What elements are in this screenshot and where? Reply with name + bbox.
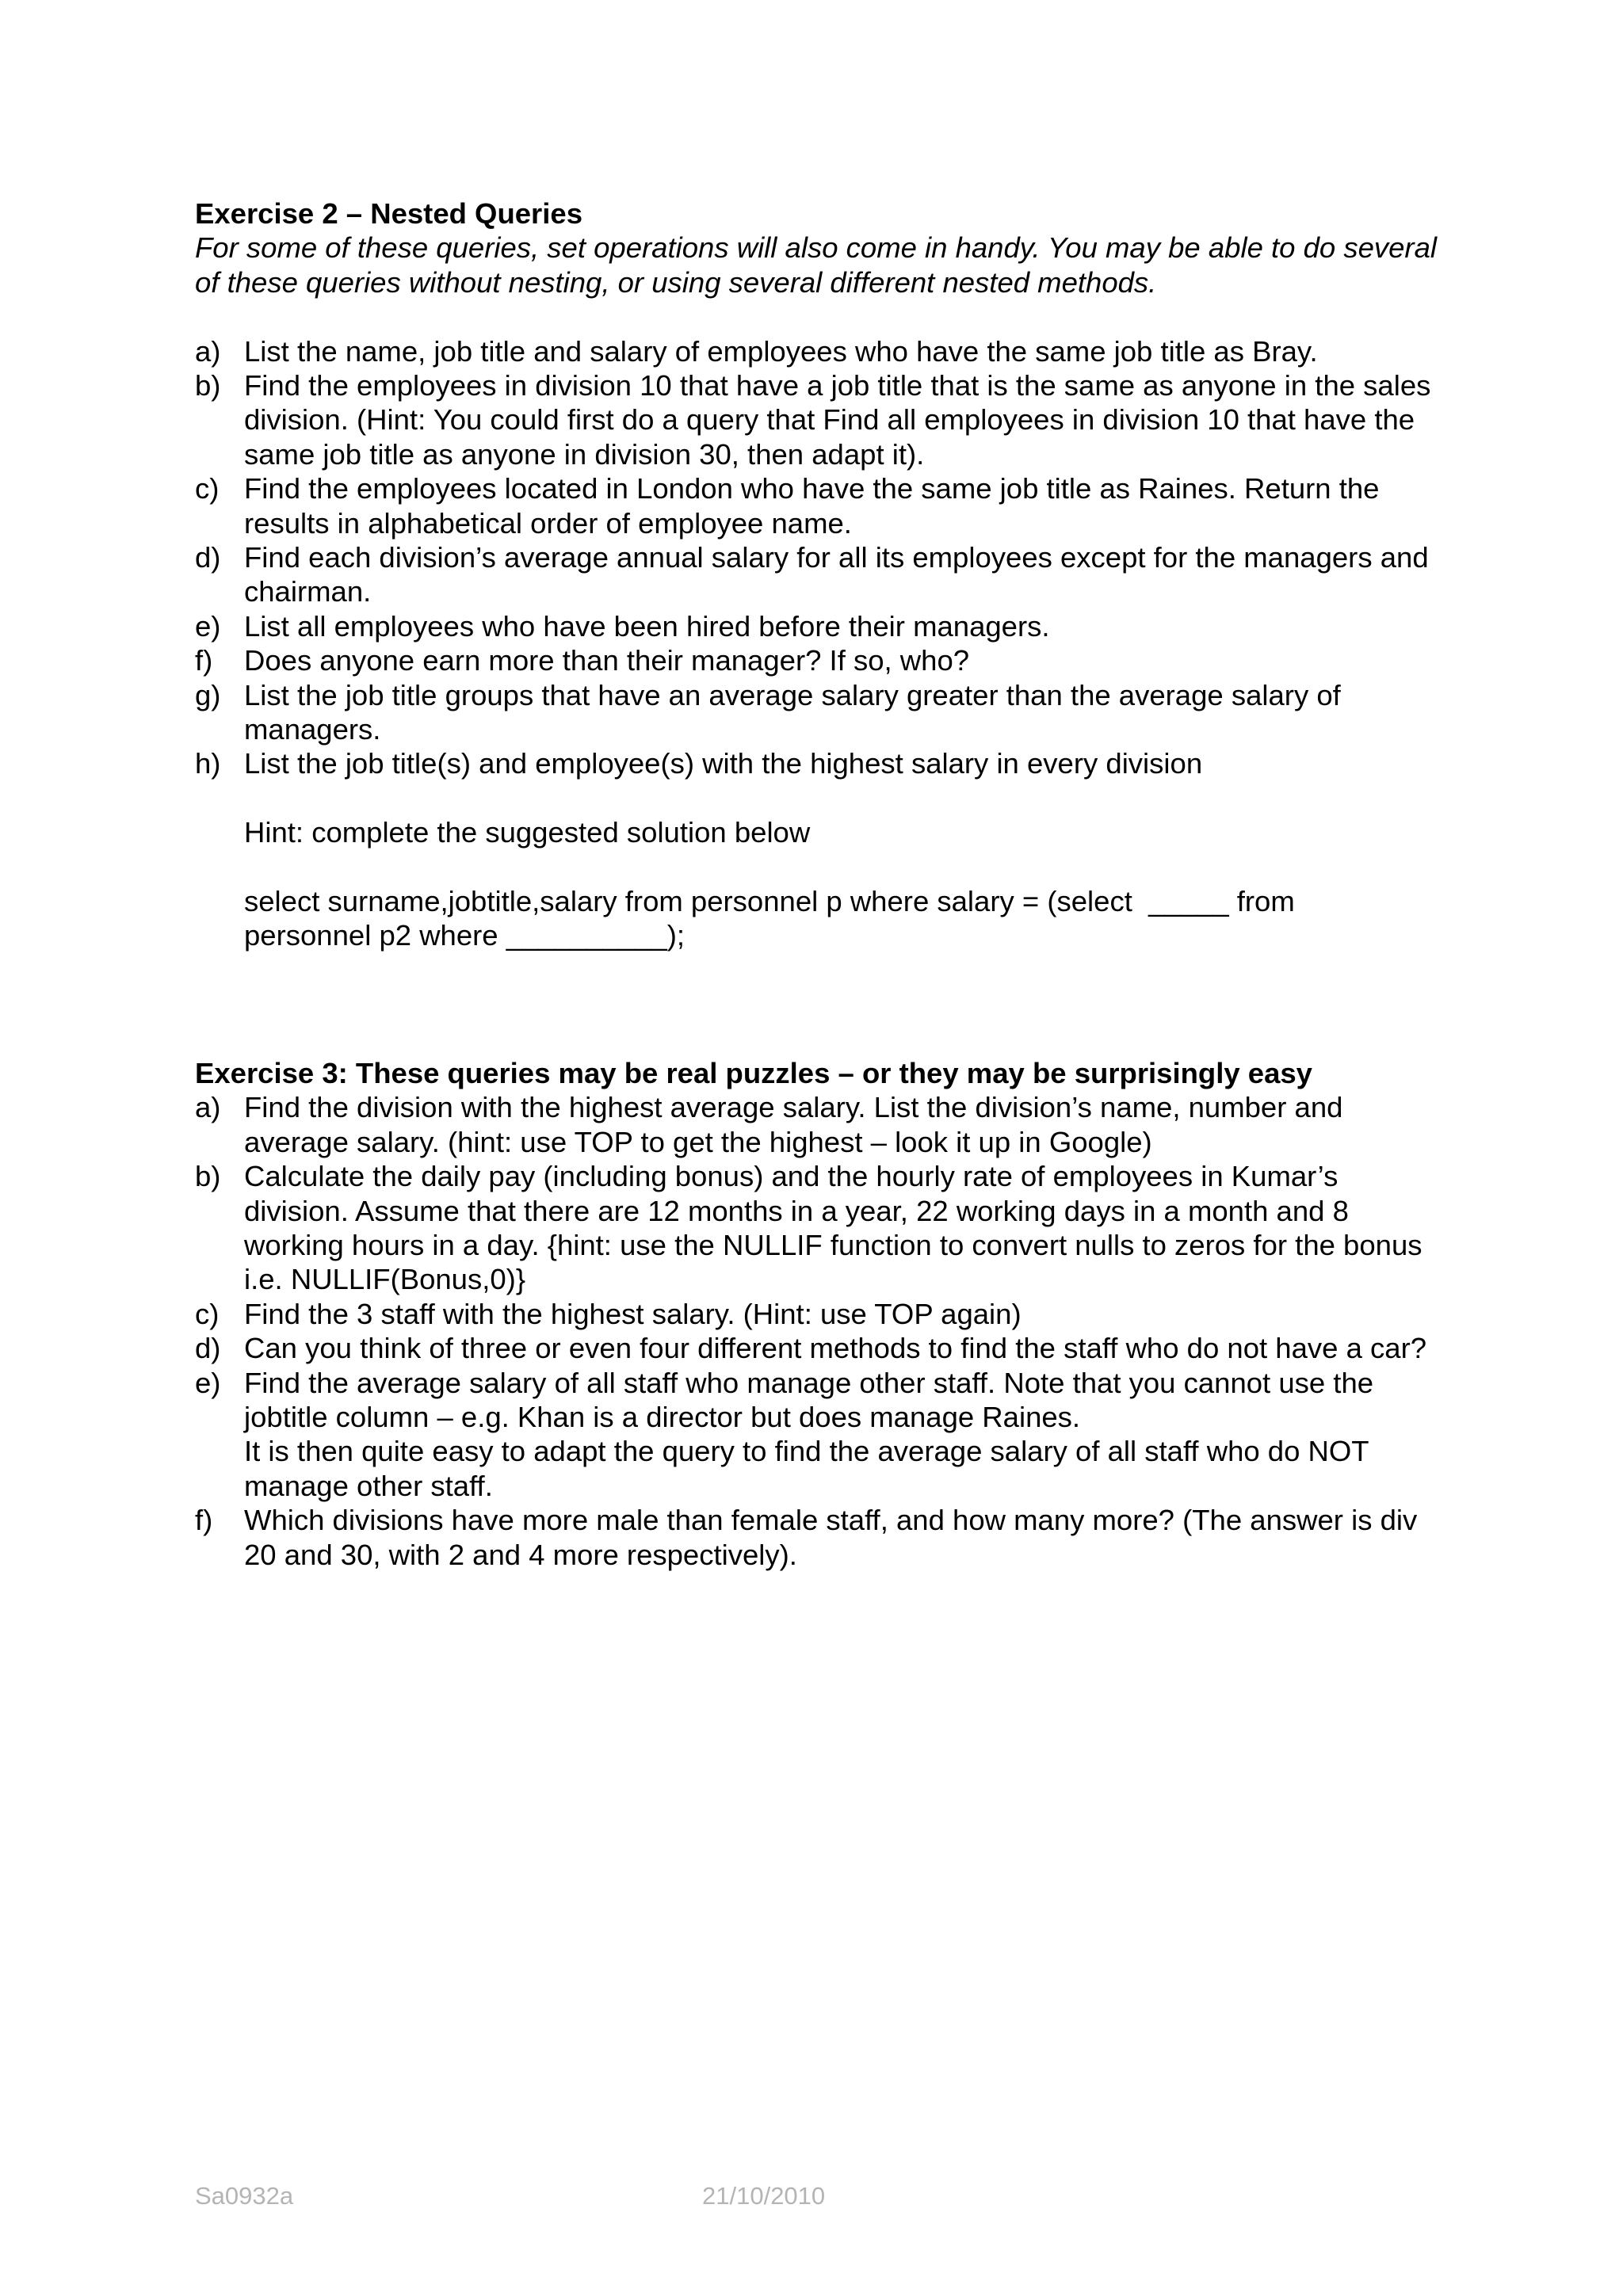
list-item: [195, 1503, 1447, 1572]
list-item: [195, 334, 1447, 368]
list-item: [195, 1366, 1447, 1504]
footer-date: 21/10/2010: [702, 2182, 826, 2210]
item-text: List the job title(s) and employee(s) with the highest salary in every division: [244, 747, 1203, 780]
list-item: [195, 540, 1447, 609]
item-text: Find the employees located in London who have the same job title as Raines. Return the results in alphabetical order of employee name.: [244, 472, 1380, 540]
list-item: [195, 1159, 1447, 1297]
item-label: d): [195, 1332, 221, 1365]
item-text: List the job title groups that have an average salary greater than the average salary of managers.: [244, 678, 1341, 746]
list-item: [195, 471, 1447, 540]
item-text: Can you think of three or even four different methods to find the staff who do not have a car?: [244, 1332, 1427, 1365]
hint-text: Hint: complete the suggested solution below: [244, 816, 811, 849]
item-text-continued: It is then quite easy to adapt the query to find the average salary of all staff who do NOT manage other staff.: [244, 1435, 1369, 1502]
item-text: Calculate the daily pay (including bonus) and the hourly rate of employees in Kumar’s division. Assume that there are 12 months in a year, 22 working days in a month and 8 working hours in a day. {hint: use the NULLIF function to convert nulls to zeros for the bonus i.e. NULLIF(Bonus,0)}: [244, 1160, 1423, 1296]
item-text: Find each division’s average annual salary for all its employees except for the managers and chairman.: [244, 541, 1429, 608]
item-label: b): [195, 1160, 221, 1193]
document-body: [195, 196, 1447, 1572]
item-label: c): [195, 1297, 220, 1330]
list-item: [195, 643, 1447, 677]
sql-line-1: select surname,jobtitle,salary from personnel p where salary = (select _____ from: [244, 885, 1295, 918]
item-label: h): [195, 747, 221, 780]
sql-line-2: personnel p2 where __________);: [244, 919, 685, 952]
item-text: Find the 3 staff with the highest salary. (Hint: use TOP again): [244, 1297, 1022, 1330]
item-text: List all employees who have been hired before their managers.: [244, 609, 1050, 643]
exercise-2-intro: For some of these queries, set operations will also come in handy. You may be able to do several of these queries without nesting, or using several different nested methods.: [195, 231, 1437, 299]
item-text: List the name, job title and salary of employees who have the same job title as Bray.: [244, 334, 1318, 368]
exercise-2-list: [195, 334, 1447, 781]
list-item: [195, 678, 1447, 747]
footer-doc-code: Sa0932a: [195, 2182, 294, 2210]
item-text: Find the average salary of all staff who manage other staff. Note that you cannot use the jobtitle column – e.g. Khan is a director but does manage Raines.: [244, 1366, 1374, 1433]
exercise-3-heading: Exercise 3: These queries may be real puzzles – or they may be surprisingly easy: [195, 1056, 1312, 1089]
item-label: f): [195, 644, 213, 677]
item-label: e): [195, 1366, 221, 1399]
item-text: Find the division with the highest average salary. List the division’s name, number and average salary. (hint: use TOP to get the highest – look it up in Google): [244, 1091, 1343, 1158]
item-label: f): [195, 1504, 213, 1537]
list-item: [195, 368, 1447, 471]
item-text: Find the employees in division 10 that have a job title that is the same as anyone in the sales division. (Hint: You could first do a query that Find all employees in division 10 that have the same job title as anyone in division 30, then adapt it).: [244, 369, 1431, 471]
spacer: [195, 850, 1447, 884]
list-item: [195, 1331, 1447, 1365]
item-label: g): [195, 678, 221, 711]
spacer: [195, 781, 1447, 815]
list-item: [195, 609, 1447, 643]
item-label: c): [195, 472, 220, 505]
item-label: a): [195, 1091, 221, 1124]
list-item: [195, 746, 1447, 780]
item-text: Which divisions have more male than female staff, and how many more? (The answer is div 20 and 30, with 2 and 4 more respectively).: [244, 1504, 1418, 1571]
item-label: a): [195, 334, 221, 368]
spacer: [195, 953, 1447, 1056]
item-text: Does anyone earn more than their manager? If so, who?: [244, 644, 970, 677]
exercise-3-list: [195, 1090, 1447, 1572]
item-label: d): [195, 541, 221, 574]
spacer: [195, 299, 1447, 334]
exercise-2-heading: Exercise 2 – Nested Queries: [195, 197, 582, 230]
item-label: b): [195, 369, 221, 402]
list-item: [195, 1297, 1447, 1331]
item-label: e): [195, 609, 221, 643]
list-item: [195, 1090, 1447, 1159]
